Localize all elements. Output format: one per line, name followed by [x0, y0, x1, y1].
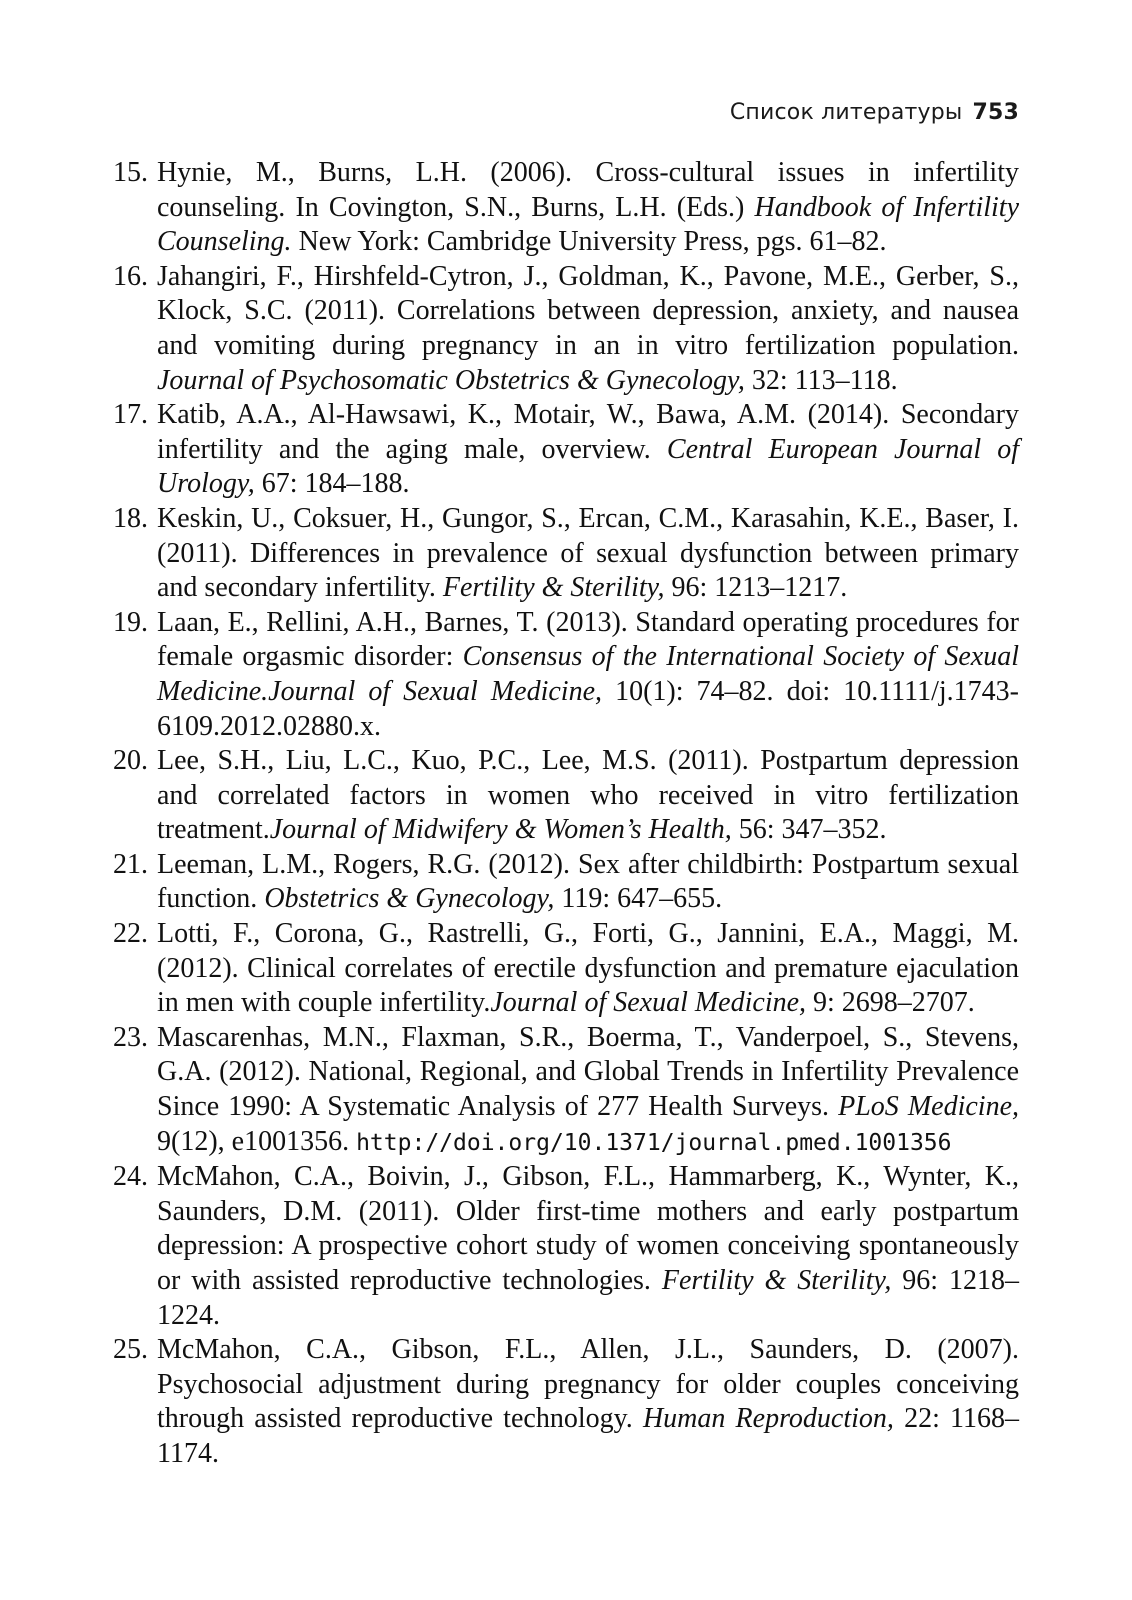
reference-item	[113, 744, 1019, 848]
reference-authors-title: Lee, S.H., Liu, L.C., Kuo, P.C., Lee, M.S. (2011). Postpartum depression and correlated factors in women who received in vitro fertilization treatment.	[157, 745, 1019, 846]
reference-source: PLoS Medicine,	[838, 1091, 1020, 1123]
reference-item	[113, 848, 1019, 917]
reference-details: New York: Cambridge University Press, pgs. 61–82.	[291, 226, 887, 258]
reference-number: 20.	[113, 745, 148, 777]
reference-item	[113, 606, 1019, 744]
reference-number: 19.	[113, 606, 148, 638]
reference-details: 32: 113–118.	[744, 364, 898, 396]
reference-details: 9(12), e1001356.	[157, 1125, 357, 1157]
reference-source: Journal of Sexual Medicine,	[490, 987, 807, 1019]
reference-source: Consensus of the International Society of Sexual Medicine.Journal of Sexual Medicine,	[157, 641, 1019, 707]
reference-number: 24.	[113, 1161, 148, 1193]
reference-details: 96: 1213–1217.	[664, 572, 848, 604]
reference-details: 119: 647–655.	[554, 883, 723, 915]
page-number: 753	[972, 100, 1019, 125]
reference-source: Journal of Psychosomatic Obstetrics & Gynecology,	[157, 364, 745, 396]
reference-number: 17.	[113, 399, 148, 431]
reference-source: Central European Journal of Urology,	[157, 433, 1019, 500]
reference-details: 9: 2698–2707.	[806, 987, 975, 1019]
reference-item	[113, 260, 1019, 398]
reference-authors-title: Katib, A.A., Al-Hawsawi, K., Motair, W., Bawa, A.M. (2014). Secondary infertility and the aging male, overview.	[157, 399, 1019, 465]
reference-list	[113, 156, 1019, 1472]
reference-authors-title: Leeman, L.M., Rogers, R.G. (2012). Sex after childbirth: Postpartum sexual function.	[157, 848, 1019, 915]
reference-source: Handbook of Infertility Counseling.	[157, 191, 1019, 258]
reference-item	[113, 398, 1019, 502]
reference-number: 15.	[113, 157, 148, 188]
reference-number: 18.	[113, 502, 148, 534]
reference-source: Fertility & Sterility,	[661, 1265, 892, 1296]
reference-number: 22.	[113, 918, 148, 950]
reference-details: 56: 347–352.	[731, 814, 887, 846]
reference-details: 96: 1218–1224.	[157, 1265, 1019, 1331]
reference-details: 67: 184–188.	[254, 468, 410, 500]
reference-authors-title: McMahon, C.A., Gibson, F.L., Allen, J.L., Saunders, D. (2007). Psychosocial adjustment during pregnancy for older couples conceiving through assisted reproductive technology.	[157, 1334, 1019, 1435]
reference-authors-title: Lotti, F., Corona, G., Rastrelli, G., Forti, G., Jannini, E.A., Maggi, M. (2012). Clinical correlates of erectile dysfunction and premature ejaculation in men with couple infertility.	[157, 918, 1019, 1019]
reference-item	[113, 156, 1019, 260]
reference-source: Human Reproduction,	[642, 1403, 894, 1435]
running-head	[730, 100, 1019, 125]
reference-details: 22: 1168–1174.	[157, 1403, 1019, 1469]
reference-link[interactable]: http://doi.org/10.1371/journal.pmed.1001356	[356, 1129, 952, 1156]
reference-authors-title: Jahangiri, F., Hirshfeld-Cytron, J., Goldman, K., Pavone, M.E., Gerber, S., Klock, S.C. (2011). Correlations between depression, anxiety, and nausea and vomiting during pregnancy in an in vitro fertilization population.	[157, 260, 1019, 361]
reference-details: 10(1): 74–82. doi: 10.1111/j.1743-6109.2012.02880.x.	[157, 675, 1019, 742]
reference-source: Obstetrics & Gynecology,	[264, 883, 555, 915]
reference-item	[113, 502, 1019, 606]
reference-source: Fertility & Sterility,	[442, 572, 665, 604]
reference-item	[113, 1333, 1019, 1471]
reference-authors-title: Keskin, U., Coksuer, H., Gungor, S., Ercan, C.M., Karasahin, K.E., Baser, I. (2011). Differences in prevalence of sexual dysfunction between primary and secondary infertility.	[157, 502, 1019, 604]
reference-number: 23.	[113, 1021, 148, 1053]
reference-authors-title: Mascarenhas, M.N., Flaxman, S.R., Boerma, T., Vanderpoel, S., Stevens, G.A. (2012). National, Regional, and Global Trends in Infertility Prevalence Since 1990: A Systematic Analysis of 277 Health Surveys.	[157, 1021, 1019, 1123]
section-title: Список литературы	[729, 100, 963, 125]
reference-authors-title: Laan, E., Rellini, A.H., Barnes, T. (2013). Standard operating procedures for female orgasmic disorder:	[157, 606, 1019, 673]
reference-number: 25.	[113, 1334, 148, 1366]
reference-item	[113, 1021, 1019, 1160]
reference-item	[113, 1160, 1019, 1333]
reference-item	[113, 917, 1019, 1021]
reference-source: Journal of Midwifery & Women’s Health,	[269, 814, 732, 846]
reference-number: 16.	[113, 260, 148, 292]
reference-number: 21.	[113, 848, 148, 880]
reference-authors-title: Hynie, M., Burns, L.H. (2006). Cross-cultural issues in infertility counseling. In Covington, S.N., Burns, L.H. (Eds.)	[157, 157, 1019, 223]
reference-authors-title: McMahon, C.A., Boivin, J., Gibson, F.L., Hammarberg, K., Wynter, K., Saunders, D.M. (2011). Older first-time mothers and early postpartum depression: A prospective cohort study of women conceiving spontaneously or with assisted reproductive technologies.	[157, 1161, 1019, 1296]
